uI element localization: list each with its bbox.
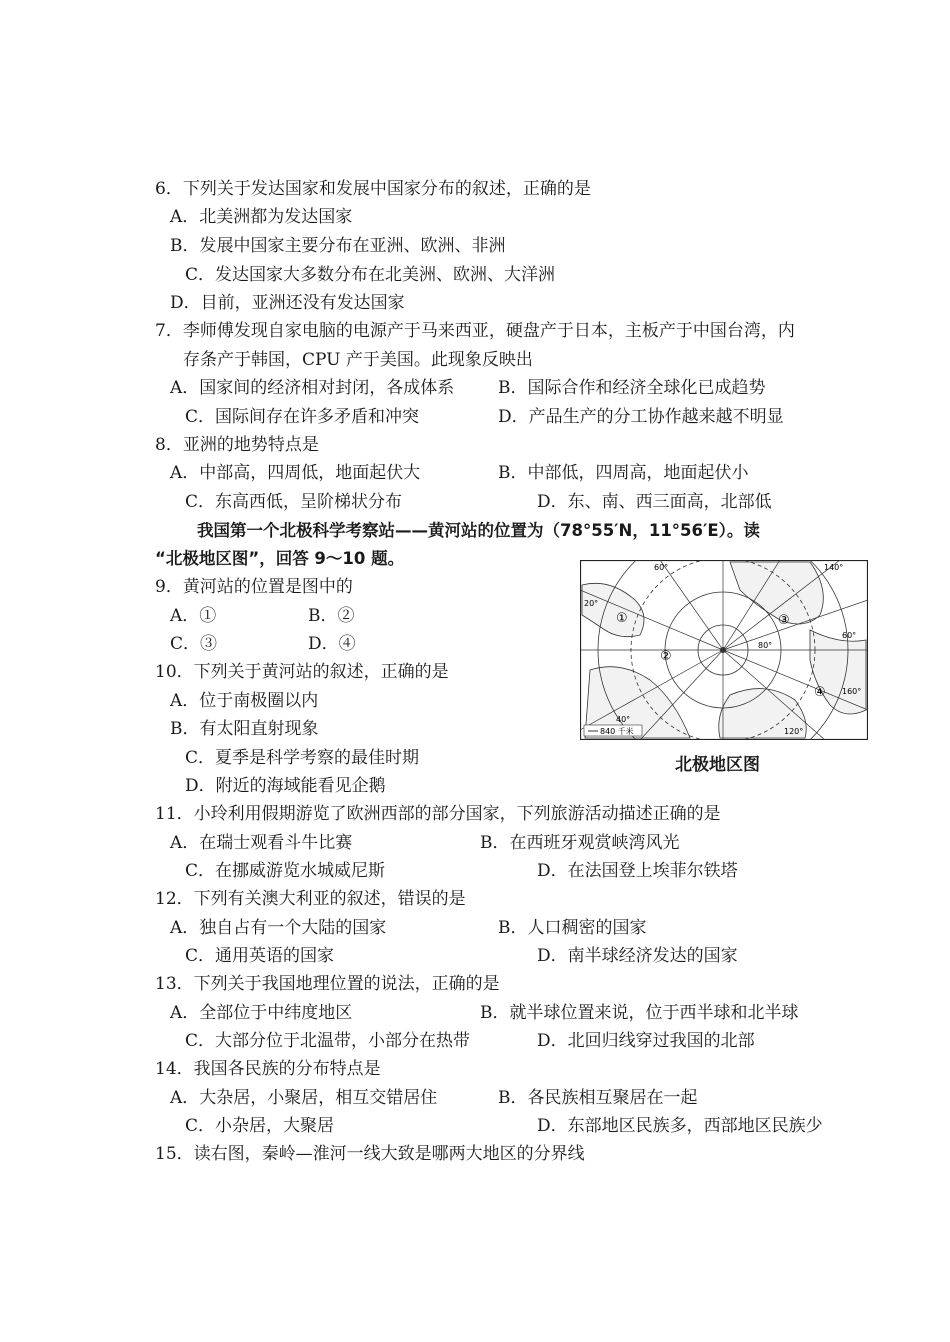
map-degree-label: 60°: [842, 631, 857, 640]
question-13-option-b[interactable]: B．就半球位置来说，位于西半球和北半球: [480, 1003, 799, 1023]
question-8-stem: 8．亚洲的地势特点是: [155, 435, 319, 455]
question-6-stem: 6．下列关于发达国家和发展中国家分布的叙述，正确的是: [155, 179, 591, 199]
question-9-option-c[interactable]: C．③: [170, 634, 218, 654]
question-9-option-a[interactable]: A．①: [170, 606, 217, 626]
question-6-option-b[interactable]: B．发展中国家主要分布在亚洲、欧洲、非洲: [170, 236, 506, 256]
question-12-option-a[interactable]: A．独自占有一个大陆的国家: [170, 918, 387, 938]
question-7-option-d[interactable]: D．产品生产的分工协作越来越不明显: [498, 407, 784, 427]
group-intro-line2: “北极地区图”，回答 9～10 题。: [155, 549, 405, 568]
question-14-option-d[interactable]: D．东部地区民族多，西部地区民族少: [537, 1116, 823, 1136]
question-13-stem: 13．下列关于我国地理位置的说法，正确的是: [155, 974, 500, 994]
question-6-option-d[interactable]: D．目前，亚洲还没有发达国家: [170, 293, 405, 313]
group-intro-line1: 我国第一个北极科学考察站——黄河站的位置为（78°55′N，11°56′E）。读: [197, 521, 760, 540]
question-14-option-c[interactable]: C．小杂居，大聚居: [185, 1116, 335, 1136]
question-13-option-a[interactable]: A．全部位于中纬度地区: [170, 1003, 353, 1023]
question-11-option-d[interactable]: D．在法国登上埃菲尔铁塔: [537, 861, 738, 881]
map-degree-label: 140°: [824, 563, 844, 572]
map-scale-label: 840 千米: [600, 727, 634, 736]
question-11-stem: 11．小玲利用假期游览了欧洲西部的部分国家，下列旅游活动描述正确的是: [155, 804, 721, 824]
question-9-stem: 9．黄河站的位置是图中的: [155, 577, 353, 597]
question-9-option-b[interactable]: B．②: [308, 606, 355, 626]
question-11-option-a[interactable]: A．在瑞士观看斗牛比赛: [170, 833, 353, 853]
question-14-option-a[interactable]: A．大杂居，小聚居，相互交错居住: [170, 1088, 438, 1108]
map-degree-label: 60°: [654, 563, 669, 572]
question-7-stem-line2: 存条产于韩国，CPU 产于美国。此现象反映出: [183, 350, 533, 370]
question-12-option-b[interactable]: B．人口稠密的国家: [498, 918, 647, 938]
question-8-option-b[interactable]: B．中部低，四周高，地面起伏小: [498, 463, 749, 483]
question-12-option-d[interactable]: D．南半球经济发达的国家: [537, 946, 738, 966]
question-12-stem: 12．下列有关澳大利亚的叙述，错误的是: [155, 889, 466, 909]
map-marker-4: ④: [814, 685, 826, 700]
map-degree-label: 80°: [758, 641, 773, 650]
map-marker-2: ②: [660, 649, 672, 664]
question-14-stem: 14．我国各民族的分布特点是: [155, 1059, 381, 1079]
question-14-option-b[interactable]: B．各民族相互聚居在一起: [498, 1088, 698, 1108]
question-10-option-b[interactable]: B．有太阳直射现象: [170, 719, 319, 739]
question-7-option-c[interactable]: C．国际间存在许多矛盾和冲突: [185, 407, 420, 427]
map-marker-3: ③: [778, 613, 790, 628]
question-8-option-a[interactable]: A．中部高，四周低，地面起伏大: [170, 463, 421, 483]
question-8-option-d[interactable]: D．东、南、西三面高，北部低: [537, 492, 772, 512]
question-7-option-a[interactable]: A．国家间的经济相对封闭，各成体系: [170, 378, 455, 398]
map-caption: 北极地区图: [675, 755, 760, 775]
question-10-option-a[interactable]: A．位于南极圈以内: [170, 691, 319, 711]
question-6-option-a[interactable]: A．北美洲都为发达国家: [170, 207, 353, 227]
question-12-option-c[interactable]: C．通用英语的国家: [185, 946, 335, 966]
question-11-option-c[interactable]: C．在挪威游览水城威尼斯: [185, 861, 386, 881]
question-10-option-c[interactable]: C．夏季是科学考察的最佳时期: [185, 748, 420, 768]
question-13-option-c[interactable]: C．大部分位于北温带，小部分在热带: [185, 1031, 471, 1051]
question-7-stem-line1: 7．李师傅发现自家电脑的电源产于马来西亚，硬盘产于日本，主板产于中国台湾，内: [155, 321, 795, 341]
question-7-option-b[interactable]: B．国际合作和经济全球化已成趋势: [498, 378, 766, 398]
map-marker-1: ①: [616, 611, 628, 626]
question-10-option-d[interactable]: D．附近的海域能看见企鹅: [185, 776, 386, 796]
question-15-stem: 15．读右图，秦岭—淮河一线大致是哪两大地区的分界线: [155, 1144, 585, 1164]
question-6-option-c[interactable]: C．发达国家大多数分布在北美洲、欧洲、大洋洲: [185, 265, 556, 285]
map-degree-label: 120°: [784, 727, 804, 736]
question-11-option-b[interactable]: B．在西班牙观赏峡湾风光: [480, 833, 680, 853]
question-9-option-d[interactable]: D．④: [308, 634, 356, 654]
question-8-option-c[interactable]: C．东高西低，呈阶梯状分布: [185, 492, 403, 512]
map-degree-label: 40°: [616, 715, 631, 724]
question-10-stem: 10．下列关于黄河站的叙述，正确的是: [155, 662, 449, 682]
map-degree-label: 160°: [842, 687, 862, 696]
map-degree-label: 20°: [584, 599, 599, 608]
arctic-map-figure: [580, 560, 868, 740]
question-13-option-d[interactable]: D．北回归线穿过我国的北部: [537, 1031, 755, 1051]
